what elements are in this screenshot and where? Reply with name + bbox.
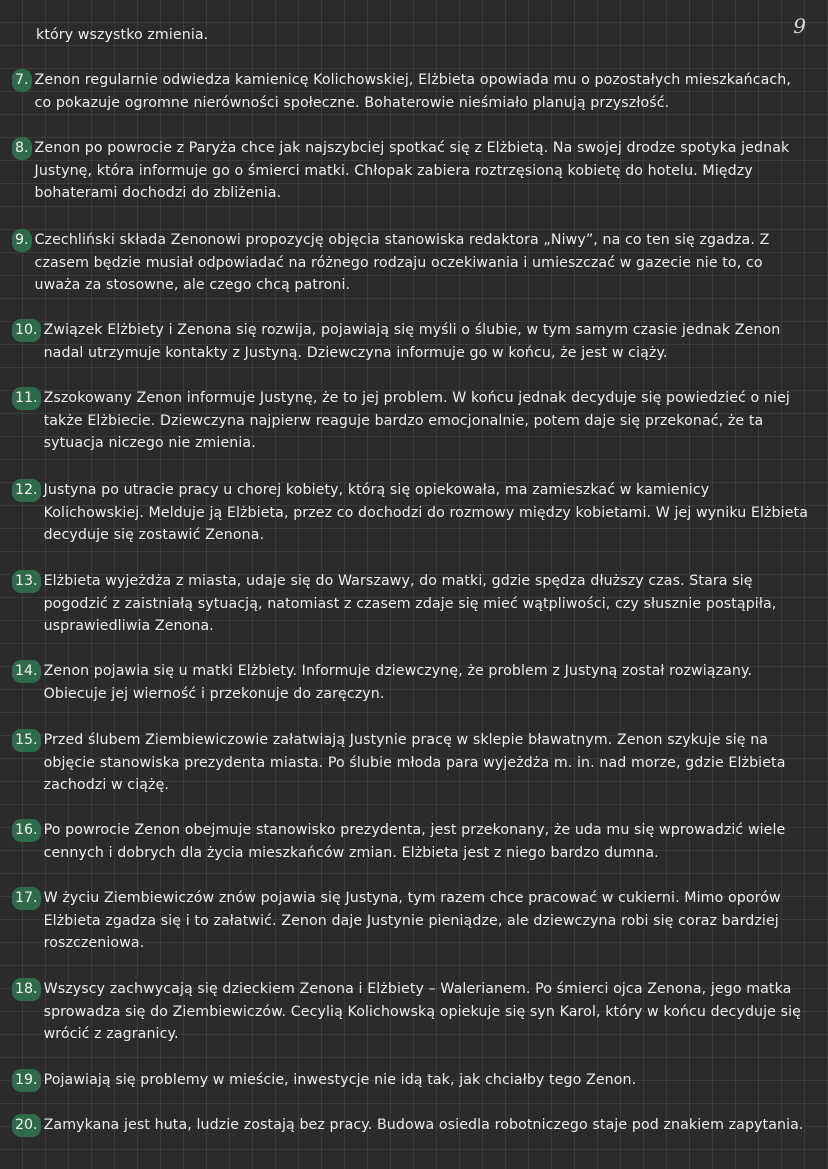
item-number-badge: 10.	[12, 319, 41, 342]
item-number-badge: 16.	[12, 819, 41, 842]
item-text: Wszyscy zachwycają się dzieckiem Zenona i Elżbiety – Walerianem. Po śmierci ojca Zenona, jego matka sprowadza się do Ziembiewiczów. Cecylią Kolichowską opiekuje się syn Karol, który w końcu decyduje się wrócić z zagranicy.	[43, 981, 801, 1043]
list-item-12	[12, 479, 812, 547]
item-text: Czechliński składa Zenonowi propozycję objęcia stanowiska redaktora „Niwy”, na co ten się zgadza. Z czasem będzie musiał odpowiadać na różnego rodzaju oczekiwania i umieszczać w gazecie nie to, co uważa za stosowne, ale czego chcą patroni.	[34, 232, 770, 294]
item-number-badge: 9.	[12, 229, 32, 252]
item-number-badge: 12.	[12, 479, 41, 502]
item-text: Zenon pojawia się u matki Elżbiety. Informuje dziewczynę, że problem z Justyną został rozwiązany. Obiecuje jej wierność i przekonuje do zaręczyn.	[43, 663, 753, 702]
list-item-16	[12, 819, 812, 864]
item-text: Elżbieta wyjeżdża z miasta, udaje się do Warszawy, do matki, gdzie spędza dłuższy czas. Stara się pogodzić z zaistniałą sytuacją, natomiast z czasem zdaje się mieć wątpliwości, czy słusznie postąpiła, usprawiedliwia Zenona.	[43, 573, 777, 635]
item-text: Zenon regularnie odwiedza kamienicę Kolichowskiej, Elżbieta opowiada mu o pozostałych mieszkańcach, co pokazuje ogromne nierówności społeczne. Bohaterowie nieśmiało planują przyszłość.	[34, 72, 792, 111]
item-number-badge: 17.	[12, 887, 41, 910]
list-item-7	[12, 69, 812, 114]
item-number-badge: 8.	[12, 137, 32, 160]
list-item-13	[12, 570, 812, 638]
list-item-14	[12, 660, 812, 705]
item-text: Zenon po powrocie z Paryża chce jak najszybciej spotkać się z Elżbietą. Na swojej drodze spotyka jednak Justynę, która informuje go o śmierci matki. Chłopak zabiera roztrzęsioną kobietę do hotelu. Między bohaterami dochodzi do zbliżenia.	[34, 140, 790, 202]
item-text: Po powrocie Zenon obejmuje stanowisko prezydenta, jest przekonany, że uda mu się wprowadzić wiele cennych i dobrych dla życia mieszkańców zmian. Elżbieta jest z niego bardzo dumna.	[43, 822, 786, 861]
list-item-11	[12, 387, 812, 455]
item-text: W życiu Ziembiewiczów znów pojawia się Justyna, tym razem chce pracować w cukierni. Mimo oporów Elżbieta zgadza się i to załatwić. Zenon daje Justynie pieniądze, ale dziewczyna robi się coraz bardziej roszczeniowa.	[43, 890, 781, 952]
item-number-badge: 15.	[12, 729, 41, 752]
item-text: Zamykana jest huta, ludzie zostają bez pracy. Budowa osiedla robotniczego staje pod znakiem zapytania.	[43, 1117, 804, 1133]
item-number-badge: 18.	[12, 978, 41, 1001]
item-number-badge: 19.	[12, 1069, 41, 1092]
list-item-19	[12, 1069, 812, 1092]
item-number-badge: 7.	[12, 69, 32, 92]
item-text: Justyna po utracie pracy u chorej kobiety, którą się opiekowała, ma zamieszkać w kamienicy Kolichowskiej. Melduje ją Elżbieta, przez co dochodzi do rozmowy między kobietami. W jej wyniku Elżbieta decyduje się zostawić Zenona.	[43, 482, 808, 544]
item-text: Przed ślubem Ziembiewiczowie załatwiają Justynie pracę w sklepie bławatnym. Zenon szykuje się na objęcie stanowiska prezydenta miasta. Po ślubie młoda para wyjeżdża m. in. nad morze, gdzie Elżbieta zachodzi w ciążę.	[43, 732, 786, 794]
list-item-18	[12, 978, 812, 1046]
item-text: Związek Elżbiety i Zenona się rozwija, pojawiają się myśli o ślubie, w tym samym czasie jednak Zenon nadal utrzymuje kontakty z Justyną. Dziewczyna informuje go w końcu, że jest w ciąży.	[43, 322, 781, 361]
item-number-badge: 20.	[12, 1114, 41, 1137]
list-item-8	[12, 137, 812, 205]
list-item-17	[12, 887, 812, 955]
list-item-20	[12, 1114, 812, 1137]
list-item-10	[12, 319, 812, 364]
item-text: Pojawiają się problemy w mieście, inwestycje nie idą tak, jak chciałby tego Zenon.	[43, 1072, 637, 1088]
intro-line: który wszystko zmienia.	[36, 27, 209, 43]
page-number: 9	[793, 14, 806, 38]
list-item-9	[12, 229, 812, 297]
item-number-badge: 11.	[12, 387, 41, 410]
item-text: Zszokowany Zenon informuje Justynę, że to jej problem. W końcu jednak decyduje się powiedzieć o niej także Elżbiecie. Dziewczyna najpierw reaguje bardzo emocjonalnie, potem daje się przekonać, że ta sytuacja niczego nie zmienia.	[43, 390, 790, 452]
item-number-badge: 13.	[12, 570, 41, 593]
item-number-badge: 14.	[12, 660, 41, 683]
list-item-15	[12, 729, 812, 797]
